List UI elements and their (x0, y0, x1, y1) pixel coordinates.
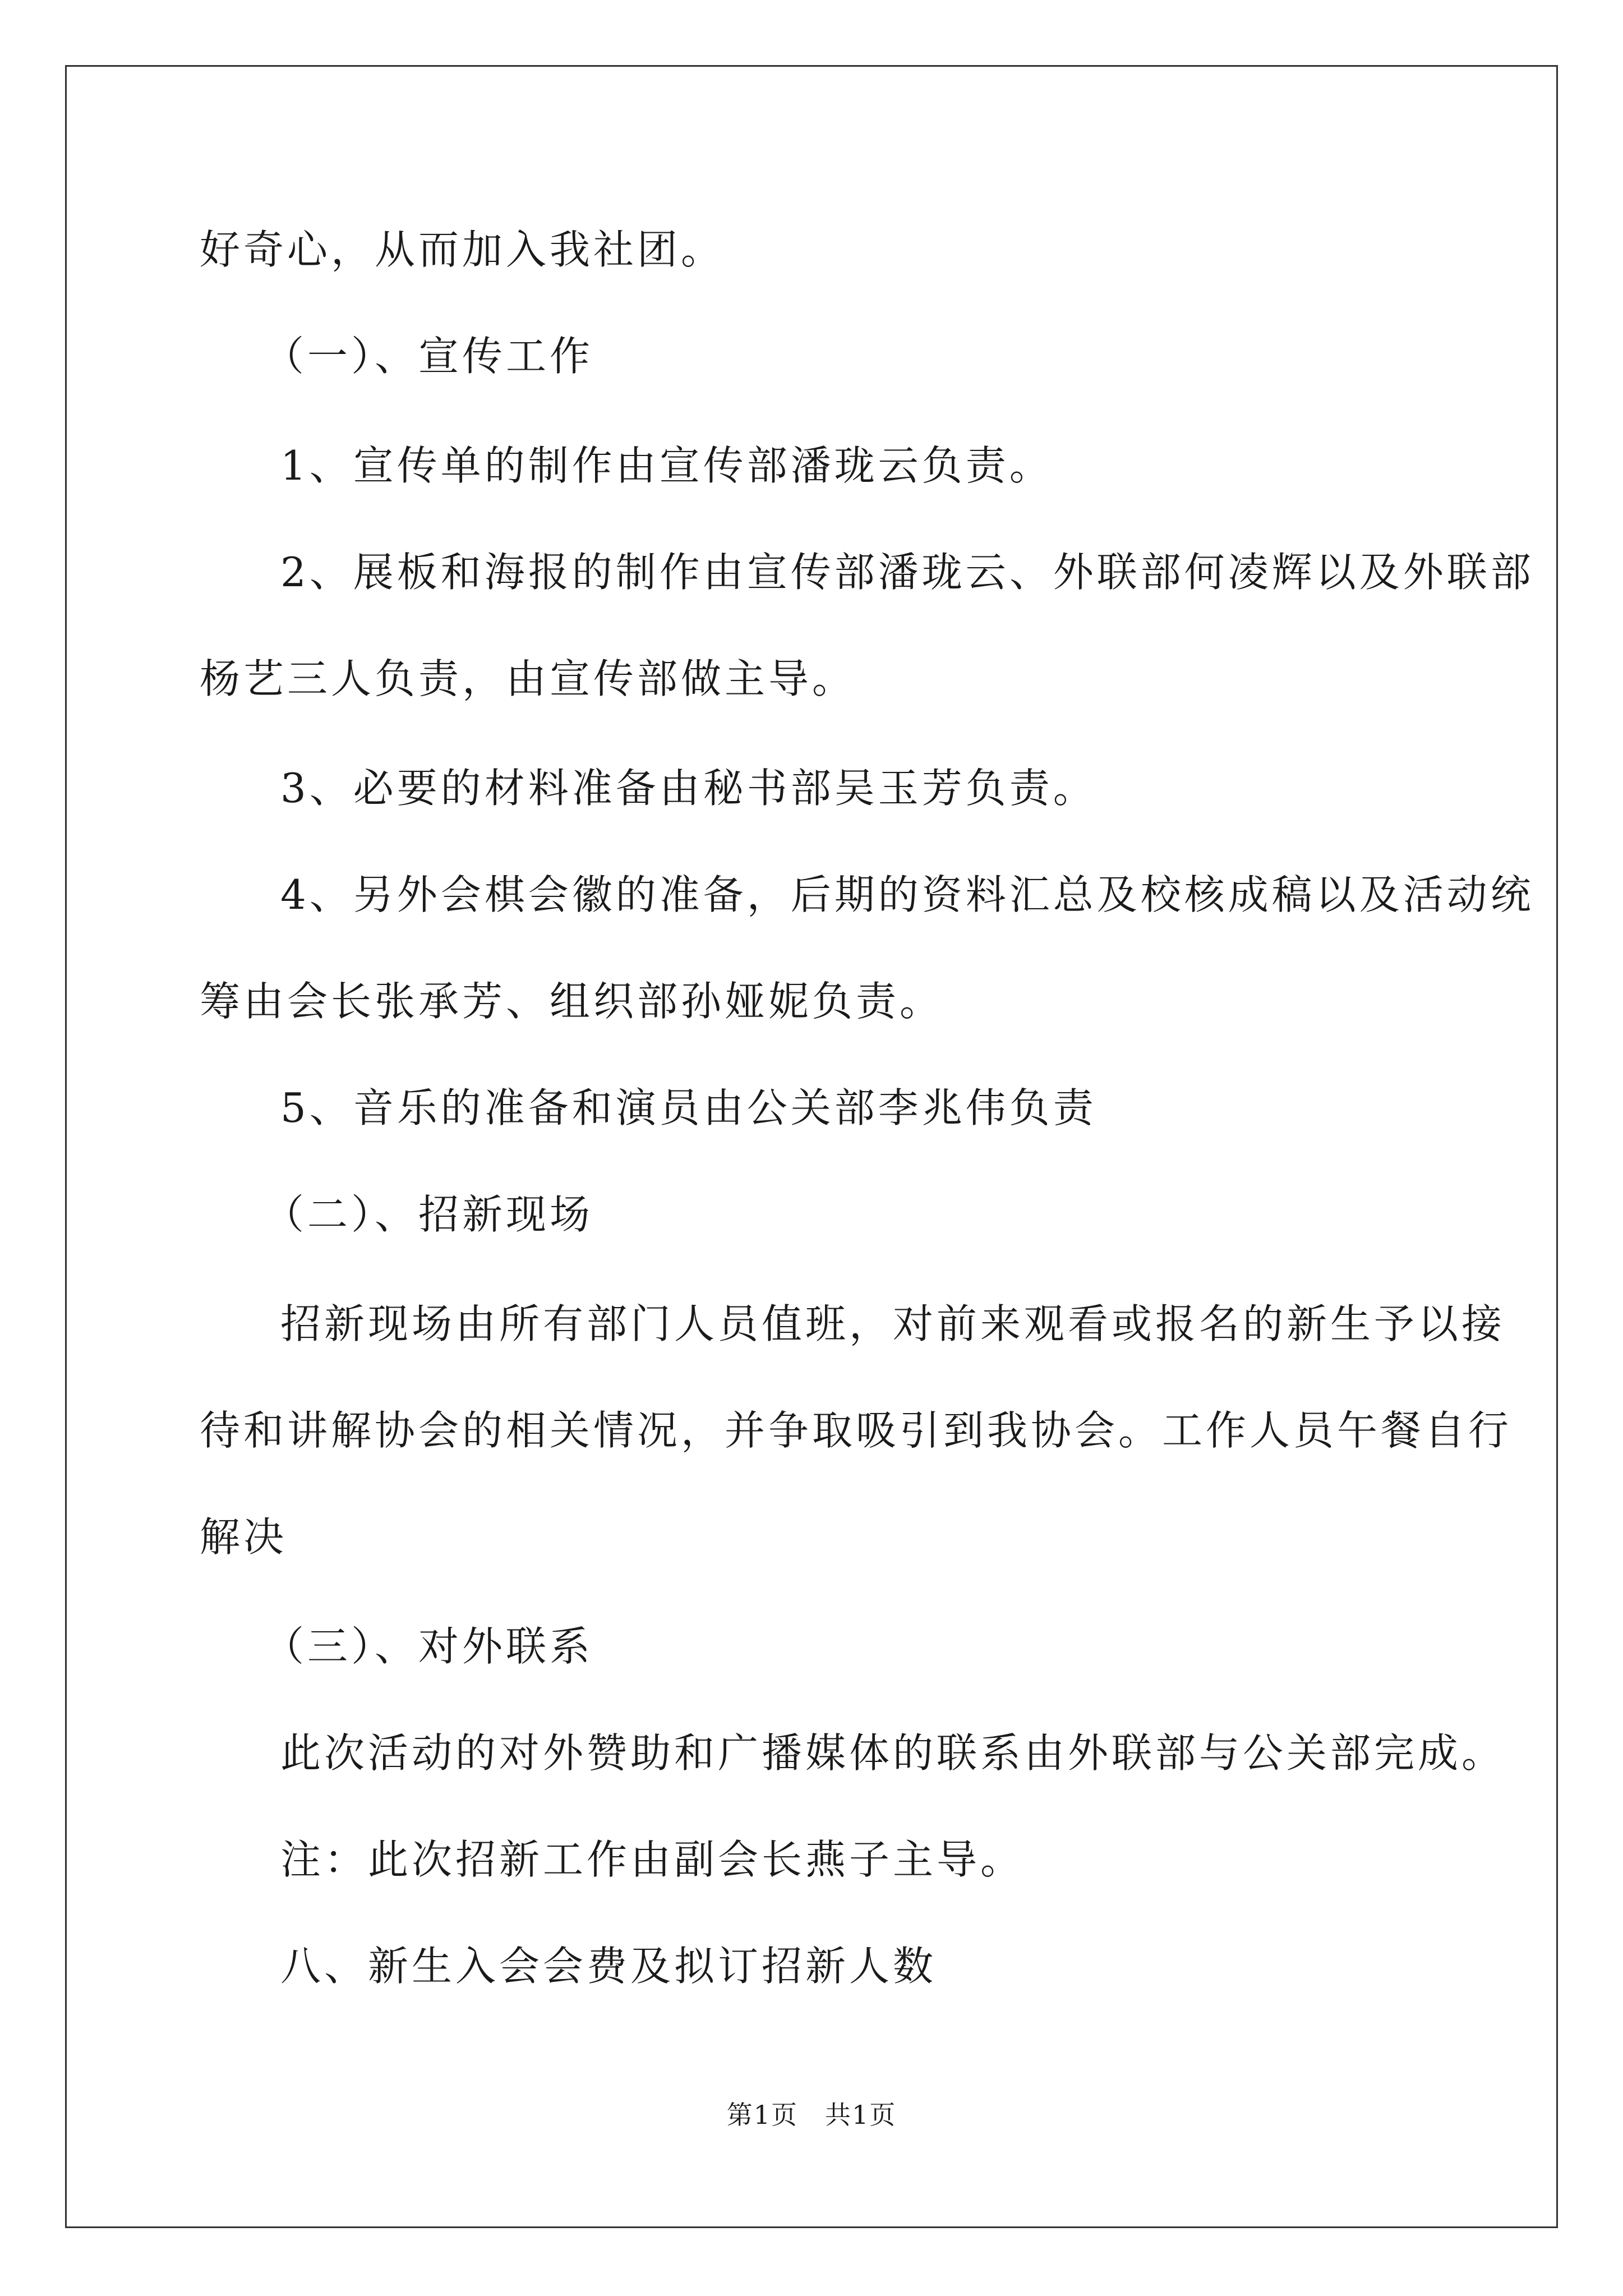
paragraph-line: 好奇心，从而加入我社团。 (200, 226, 725, 273)
paragraph-line: 待和讲解协会的相关情况，并争取吸引到我协会。工作人员午餐自行 (200, 1407, 1513, 1454)
paragraph-line: 招新现场由所有部门人员值班，对前来观看或报名的新生予以接 (280, 1300, 1506, 1347)
section-heading-publicity: （一）、宣传工作 (264, 333, 594, 380)
page-footer: 第1页 共1页 (726, 2100, 897, 2130)
list-item: 5、音乐的准备和演员由公关部李兆伟负责 (280, 1084, 1097, 1131)
list-item: 3、必要的材料准备由秘书部吴玉芳负责。 (280, 765, 1097, 812)
paragraph-line: 杨艺三人负责，由宣传部做主导。 (200, 655, 856, 702)
list-item: 1、宣传单的制作由宣传部潘珑云负责。 (280, 442, 1053, 489)
section-heading-fees: 八、新生入会会费及拟订招新人数 (280, 1943, 937, 1990)
section-heading-recruitment-site: （二）、招新现场 (264, 1191, 594, 1238)
page-frame (65, 65, 1558, 2228)
list-item: 2、展板和海报的制作由宣传部潘珑云、外联部何凌辉以及外联部 (280, 549, 1534, 596)
paragraph-line: 解决 (200, 1513, 288, 1561)
list-item: 4、另外会棋会徽的准备，后期的资料汇总及校核成稿以及活动统 (280, 871, 1534, 918)
paragraph-line: 此次活动的对外赞助和广播媒体的联系由外联部与公关部完成。 (280, 1729, 1506, 1777)
section-heading-external-relations: （三）、对外联系 (264, 1623, 594, 1670)
note-line: 注：此次招新工作由副会长燕子主导。 (280, 1836, 1025, 1883)
paragraph-line: 筹由会长张承芳、组织部孙娅妮负责。 (200, 978, 944, 1025)
